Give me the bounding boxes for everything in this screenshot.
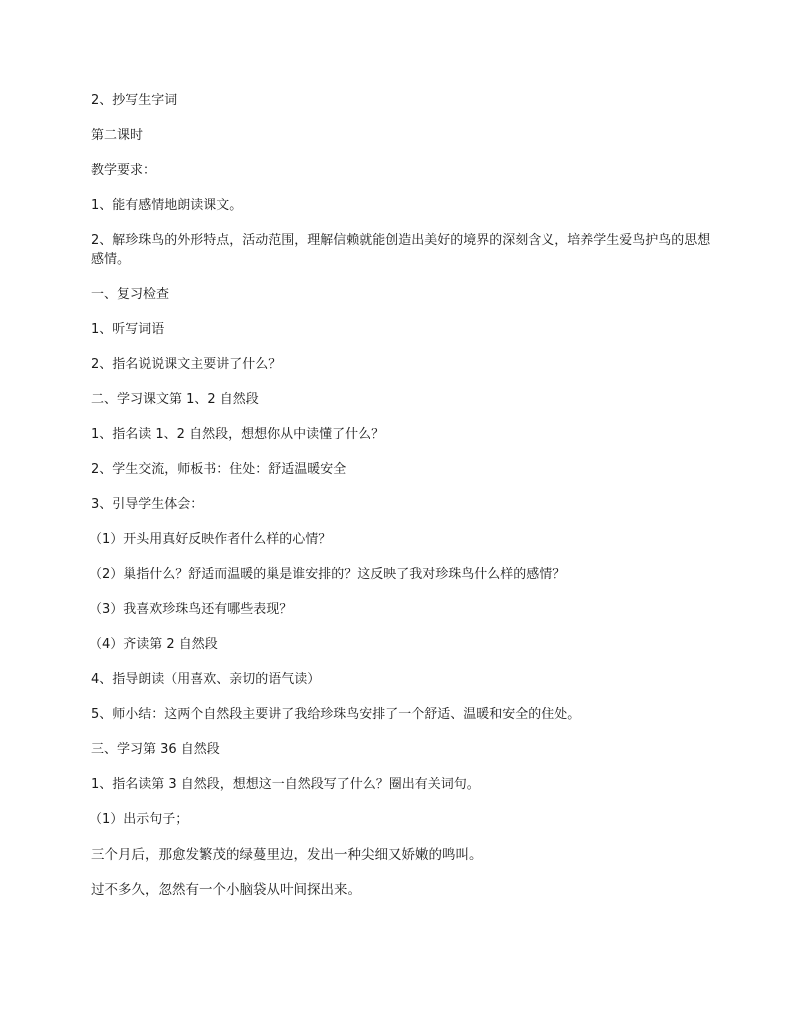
line-s2-item-2: 2、学生交流，师板书：住处：舒适温暖安全	[91, 462, 347, 477]
line-s2-item-4: 4、指导朗读（用喜欢、亲切的语气读）	[91, 672, 321, 687]
line-req-1: 1、能有感情地朗读课文。	[91, 198, 243, 213]
line-s2-sub-4: （4）齐读第 2 自然段	[89, 637, 218, 652]
line-req-2: 2、解珍珠鸟的外形特点，活动范围，理解信赖就能创造出美好的境界的深刻含义，培养学生爱鸟护鸟的思想感情。	[91, 233, 711, 267]
line-quote-2: 过不多久，忽然有一个小脑袋从叶间探出来。	[91, 882, 361, 898]
line-s2-sub-2: （2）巢指什么？舒适而温暖的巢是谁安排的？这反映了我对珍珠鸟什么样的感情？	[89, 567, 566, 582]
line-quote-1: 三个月后，那愈发繁茂的绿蔓里边，发出一种尖细又娇嫩的鸣叫。	[91, 847, 483, 863]
line-s2-sub-1: （1）开头用真好反映作者什么样的心情？	[89, 532, 332, 547]
line-s2-sub-3: （3）我喜欢珍珠鸟还有哪些表现？	[89, 602, 293, 617]
line-s2-item-1: 1、指名读 1、2 自然段，想想你从中读懂了什么？	[91, 427, 385, 442]
line-section-2: 二、学习课文第 1、2 自然段	[91, 392, 259, 407]
document-page	[91, 92, 711, 916]
line-s1-item-1: 1、听写词语	[91, 322, 165, 337]
line-s2-item-5: 5、师小结：这两个自然段主要讲了我给珍珠鸟安排了一个舒适、温暖和安全的住处。	[91, 707, 581, 722]
line-section-1: 一、复习检查	[91, 287, 170, 302]
line-s3-item-1: 1、指名读第 3 自然段，想想这一自然段写了什么？圈出有关词句。	[91, 777, 480, 792]
line-s1-item-2: 2、指名说说课文主要讲了什么？	[91, 357, 282, 372]
line-s2-item-3: 3、引导学生体会：	[91, 497, 204, 512]
line-s3-sub-1: （1）出示句子；	[89, 812, 189, 827]
line-section-3: 三、学习第 36 自然段	[91, 742, 220, 757]
line-teaching-requirements: 教学要求：	[91, 163, 157, 178]
line-copy-words: 2、抄写生字词	[91, 93, 178, 108]
line-second-lesson: 第二课时	[91, 128, 144, 143]
